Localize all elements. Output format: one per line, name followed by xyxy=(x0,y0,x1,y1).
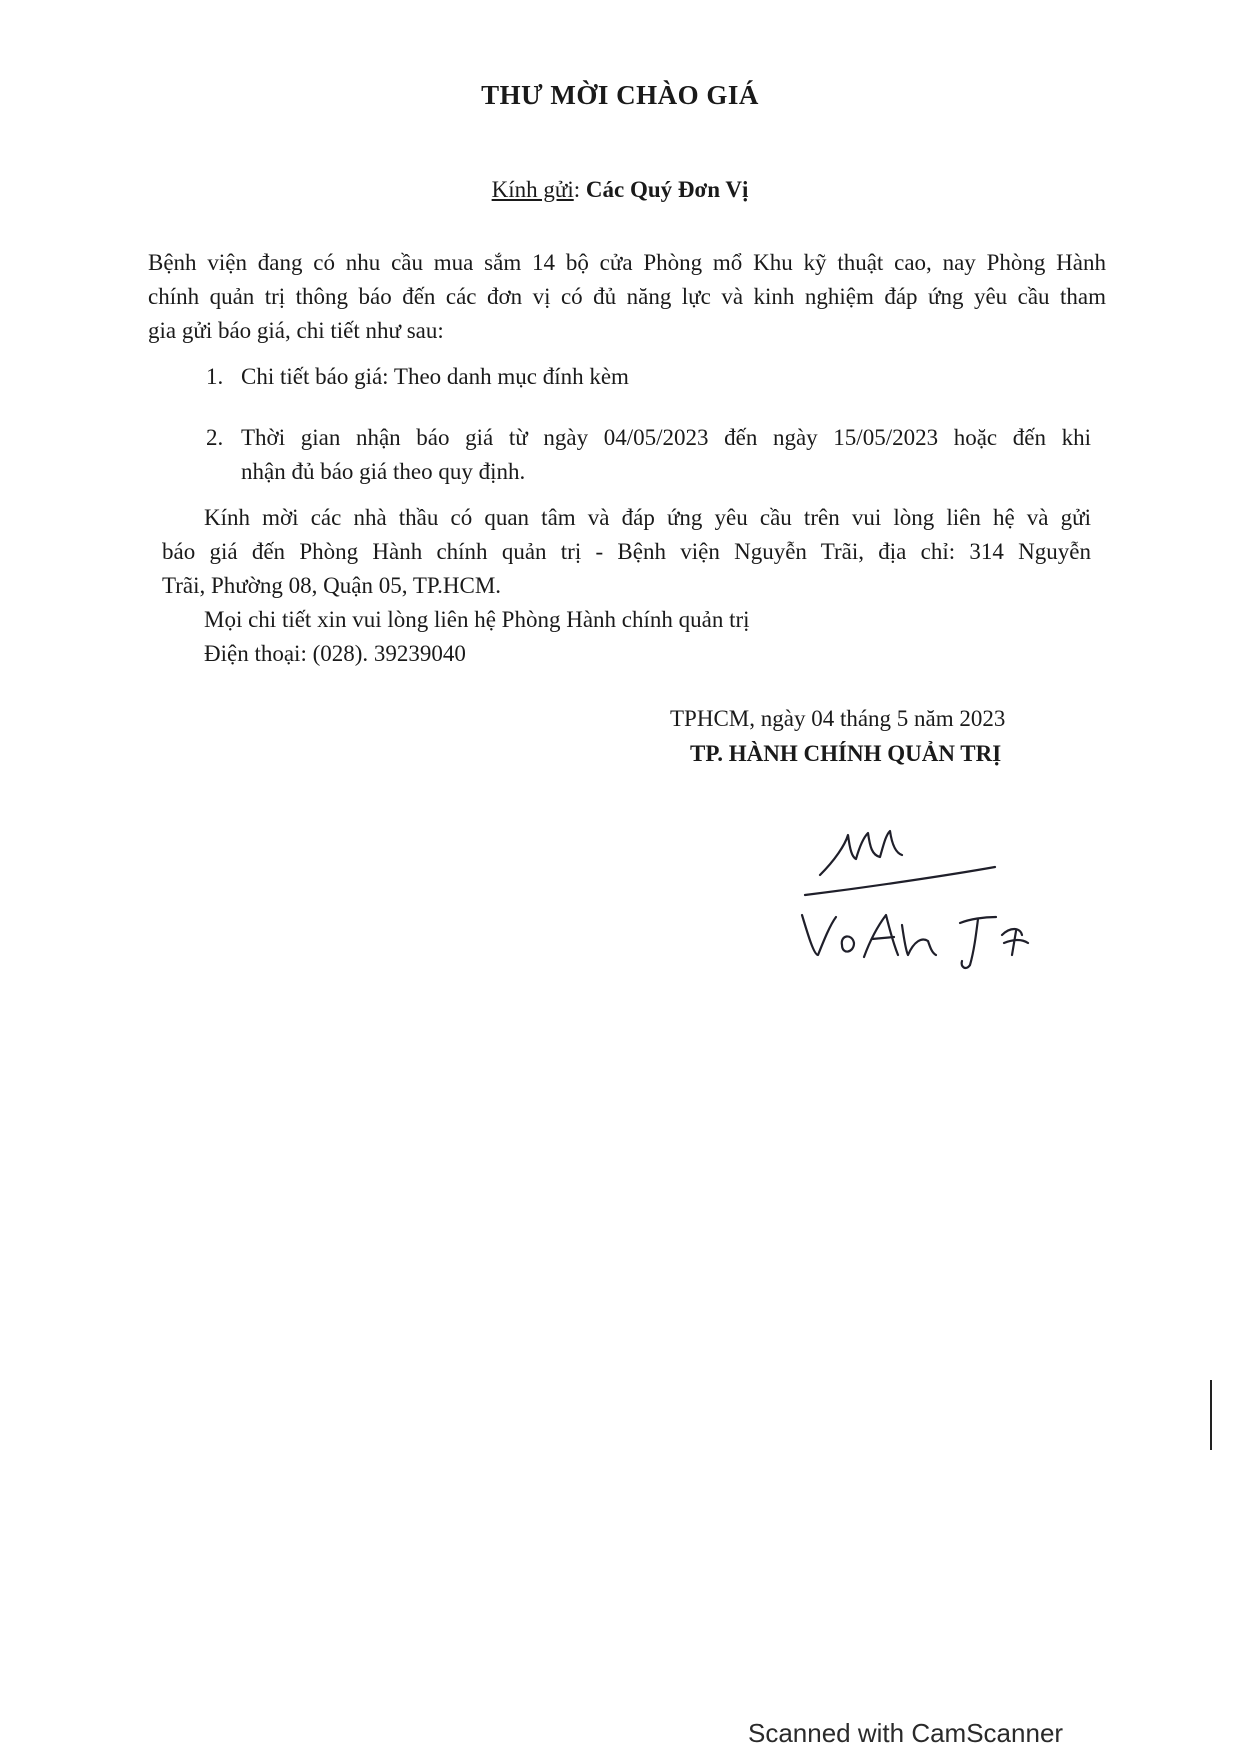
invite-line-1: Kính mời các nhà thầu có quan tâm và đáp ứng yêu cầu trên vui lòng liên hệ và gửi xyxy=(204,505,1091,530)
greeting-label: Kính gửi xyxy=(491,177,574,202)
signature-text: Võ Anh Tài xyxy=(937,990,943,991)
greeting-colon: : xyxy=(573,177,581,202)
signoff-date: TPHCM, ngày 04 tháng 5 năm 2023 xyxy=(670,706,1006,731)
intro-line-3: gia gửi báo giá, chi tiết như sau: xyxy=(148,318,444,343)
invite-line-2: báo giá đến Phòng Hành chính quản trị - Bệnh viện Nguyễn Trãi, địa chỉ: 314 Nguyễn xyxy=(162,539,1091,564)
list-item-2-text-2: nhận đủ báo giá theo quy định. xyxy=(241,459,526,484)
intro-line-2: chính quản trị thông báo đến các đơn vị có đủ năng lực và kinh nghiệm đáp ứng yêu cầu tham xyxy=(148,284,1106,309)
camscanner-watermark: Scanned with CamScanner xyxy=(748,1718,1064,1748)
list-item-1-number: 1. xyxy=(206,364,224,389)
intro-line-1: Bệnh viện đang có nhu cầu mua sắm 14 bộ cửa Phòng mổ Khu kỹ thuật cao, nay Phòng Hành xyxy=(148,250,1106,275)
contact-line: Mọi chi tiết xin vui lòng liên hệ Phòng Hành chính quản trị xyxy=(204,607,750,632)
handwritten-signature xyxy=(790,815,1080,995)
list-item-1-text: Chi tiết báo giá: Theo danh mục đính kèm xyxy=(241,364,629,389)
invite-line-3: Trãi, Phường 08, Quận 05, TP.HCM. xyxy=(162,573,502,598)
scan-edge-mark xyxy=(1210,1380,1212,1450)
list-item-2-number: 2. xyxy=(206,425,224,450)
list-item-2-text-1: Thời gian nhận báo giá từ ngày 04/05/2023 đến ngày 15/05/2023 hoặc đến khi xyxy=(241,425,1091,450)
greeting-recipient: Các Quý Đơn Vị xyxy=(585,177,749,202)
document-title: THƯ MỜI CHÀO GIÁ xyxy=(481,80,759,110)
signoff-title: TP. HÀNH CHÍNH QUẢN TRỊ xyxy=(690,741,1002,766)
contact-phone: Điện thoại: (028). 39239040 xyxy=(204,641,466,666)
greeting-line xyxy=(0,177,1240,203)
